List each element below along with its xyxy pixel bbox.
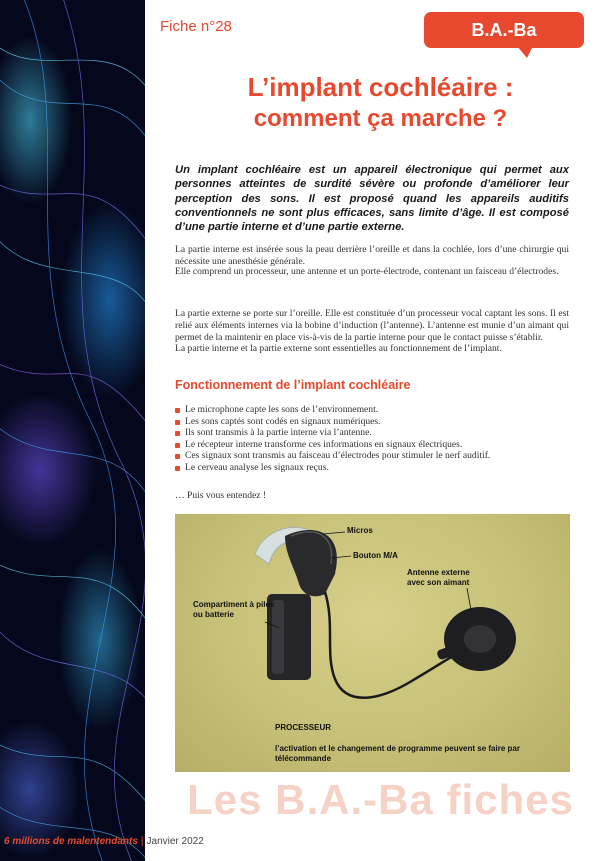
photo-caption: l’activation et le changement de programme peuvent se faire par télécommande (275, 744, 520, 763)
footer-brand: 6 millions de malentendants (4, 836, 138, 847)
function-steps-list (175, 404, 575, 474)
page-footer (4, 836, 204, 847)
series-watermark: Les B.A.-Ba fiches (187, 776, 574, 823)
bullet-icon (175, 431, 180, 436)
footer-date: Janvier 2022 (146, 836, 204, 847)
series-tag: B.A.-Ba (424, 12, 584, 48)
section-heading: Fonctionnement de l’implant cochléaire (175, 378, 411, 392)
fiche-number: Fiche n°28 (160, 18, 232, 35)
label-processeur: PROCESSEUR (275, 723, 332, 732)
external-part-paragraph (175, 308, 569, 355)
list-item: Le cerveau analyse les signaux reçus. (175, 462, 575, 474)
internal-components-paragraph: Elle comprend un processeur, une antenne et un porte-électrode, contenant un faisceau d’électrodes. (175, 266, 559, 277)
bullet-icon (175, 408, 180, 413)
series-tag-pointer (517, 46, 533, 58)
page-title: L’implant cochléaire : (247, 72, 514, 102)
intro-paragraph: Un implant cochléaire est un appareil électronique qui permet aux personnes atteintes de surdité sévère ou profonde d’améliorer leur perception des sons. Il est proposé quand les appareils auditifs conventionnels ne sont plus efficaces, sans limite d’âge. Il est composé d’une partie interne et d’une partie externe. (175, 164, 569, 234)
internal-part-paragraph: La partie interne est insérée sous la peau derrière l’oreille et dans la cochlée, lors d’une chirurgie qui nécessite une anesthésie générale. (175, 244, 569, 267)
page-subtitle: comment ça marche ? (253, 105, 508, 132)
list-item: Le récepteur interne transforme ces informations en signaux électriques. (175, 439, 575, 451)
label-micros: Micros (347, 526, 373, 535)
bullet-icon (175, 454, 180, 459)
closing-text: … Puis vous entendez ! (175, 490, 267, 501)
footer-separator: | (140, 836, 144, 847)
list-item: Le microphone capte les sons de l’environnement. (175, 404, 575, 416)
list-item: Ils sont transmis à la partie interne via l’antenne. (175, 427, 575, 439)
list-item: Ces signaux sont transmis au faisceau d’électrodes pour stimuler le nerf auditif. (175, 450, 575, 462)
external-part-text: La partie externe se porte sur l’oreille. Elle est constituée d’un processeur vocal captant les sons. Il est relié aux éléments internes via la bobine d’induction (l’antenne). L’antenne est munie d’un aimant qui permet de la maintenir en place vis-à-vis de la partie interne pour que le contact puisse s’établir. (175, 308, 569, 343)
bullet-icon (175, 466, 180, 471)
both-parts-text: La partie interne et la partie externe sont essentielles au fonctionnement de l’implant. (175, 343, 502, 355)
decorative-side-strip (0, 0, 145, 861)
nebula-waves-illustration (0, 0, 145, 861)
label-bouton: Bouton M/A (353, 551, 398, 560)
bullet-icon (175, 443, 180, 448)
label-compartiment: Compartiment à piles ou batterie (193, 600, 275, 619)
label-antenne: Antenne externe avec son aimant (407, 568, 470, 587)
processor-photo (175, 514, 570, 772)
bullet-icon (175, 420, 180, 425)
list-item: Les sons captés sont codés en signaux numériques. (175, 416, 575, 428)
